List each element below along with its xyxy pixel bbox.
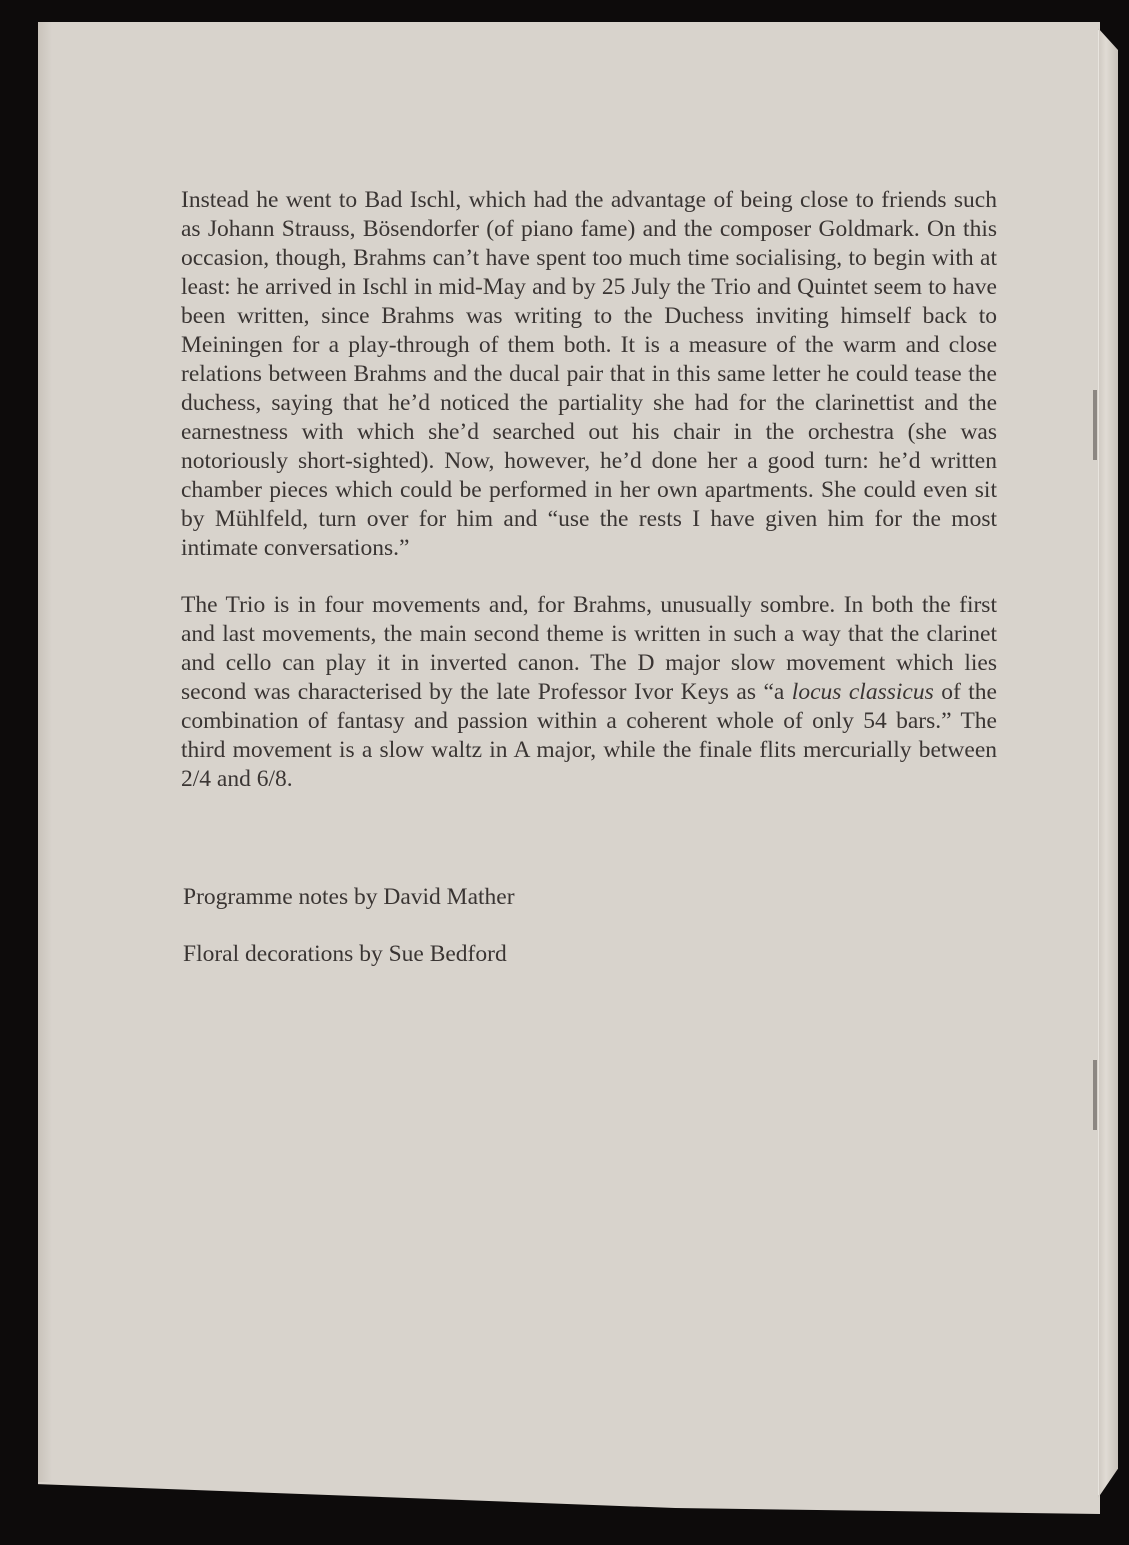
paragraph-text: of the combination of fantasy and passion within a coherent whole of only 54 bars.” The third movement is a slow waltz in A major, while the finale flits mercurially between 2/4 and 6/8. [181,678,997,792]
page-shadow [38,22,52,1482]
paragraph-brahms-ischl: Instead he went to Bad Ischl, which had the advantage of being close to friends such as Johann Strauss, Bösendorfer (of piano fame) and the composer Goldmark. On this occasion, though, Brahms can’t have spent too much time socialising, to begin with at least: he arrived in Ischl in mid-May and by 25 July the Trio and Quintet seem to have been written, since Brahms was writing to the Duchess inviting himself back to Meiningen for a play-through of them both. It is a measure of the warm and close relations between Brahms and the ducal pair that in this same letter he could tease the duchess, saying that he’d noticed the partiality she had for the clarinettist and the earnestness with which she’d searched out his chair in the orchestra (she was notoriously short-sighted). Now, however, he’d done her a good turn: he’d written chamber pieces which could be performed in her own apartments. She could even sit by Mühlfeld, turn over for him and “use the rests I have given him for the most intimate conversations.” [181,186,997,561]
staple-mark [1093,1060,1097,1130]
italic-phrase: locus classicus [791,678,934,705]
floral-decorations-credit: Floral decorations by Sue Bedford [183,941,507,967]
paragraph-trio-movements [181,591,997,794]
paragraph-text: The Trio is in four movements and, for Brahms, unusually sombre. In both the first and last movements, the main second theme is written in such a way that the clarinet and cello can play it in inverted canon. The D major slow movement which lies second was characterised by the late Professor Ivor Keys as “a [181,591,997,705]
page-edge [1098,28,1118,1498]
programme-notes-credit: Programme notes by David Mather [183,884,515,910]
staple-mark [1093,390,1097,460]
fold-line [1098,30,1099,1495]
